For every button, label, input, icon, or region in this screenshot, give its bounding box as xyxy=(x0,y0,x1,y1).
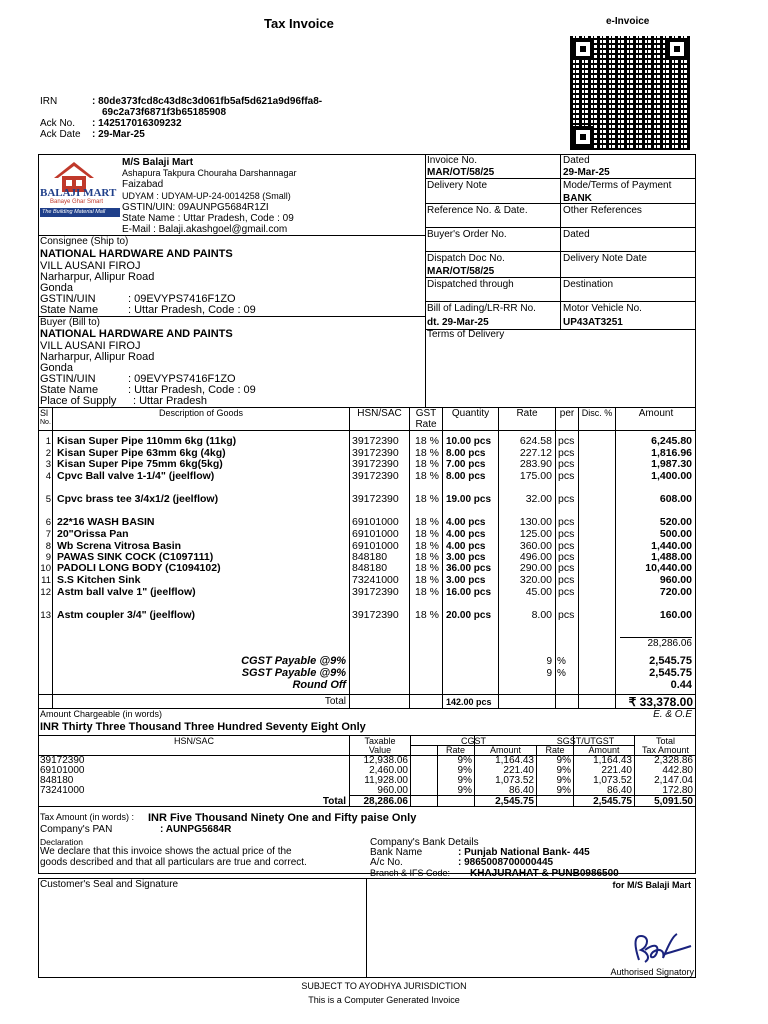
invoice-title: Tax Invoice xyxy=(264,16,334,31)
item-row xyxy=(40,587,695,598)
dated2-label: Dated xyxy=(563,229,590,240)
item-per: pcs xyxy=(558,516,575,528)
item-quantity: 4.00 pcs xyxy=(446,541,486,552)
item-amount: 960.00 xyxy=(659,574,692,586)
item-per: pcs xyxy=(558,562,575,574)
irn-value-2: 69c2a73f6871f3b65185908 xyxy=(102,107,226,118)
sgst-pct: % xyxy=(557,668,566,679)
eoe-label: E. & O.E xyxy=(653,709,692,720)
sgst-label: SGST Payable @9% xyxy=(241,667,346,679)
motor-vehicle-label: Motor Vehicle No. xyxy=(563,303,642,314)
buyer-gstin-label: GSTIN/UIN xyxy=(40,373,96,385)
tax-row-hsn: 69101000 xyxy=(40,765,85,776)
item-amount: 1,400.00 xyxy=(651,470,692,482)
pan-value: : AUNPG5684R xyxy=(160,824,232,835)
tax-row-cgst-amount: 86.40 xyxy=(508,785,534,796)
irn-value-1: : 80de373fcd8c43d8c3d061fb5af5d621a9d96ffa8- xyxy=(92,96,323,107)
item-rate: 32.00 xyxy=(525,493,552,505)
col-hsn: HSN/SAC xyxy=(357,408,402,419)
item-rate: 45.00 xyxy=(525,586,552,598)
tax-row-total: 2,328.86 xyxy=(654,755,693,766)
item-row xyxy=(40,563,695,574)
item-rate: 290.00 xyxy=(519,562,552,574)
ifs-value: KHAJURAHAT & PUNB0986500 xyxy=(470,868,619,879)
col-rate: Rate xyxy=(516,408,538,419)
tax-row-taxable: 2,460.00 xyxy=(369,765,408,776)
tax-row-total: 442.80 xyxy=(662,765,693,776)
tax-row-total: 2,147.04 xyxy=(654,775,693,786)
dated-value: 29-Mar-25 xyxy=(563,167,610,178)
item-quantity: 19.00 pcs xyxy=(446,494,492,505)
seller-email: E-Mail : Balaji.akashgoel@gmail.com xyxy=(122,224,288,235)
item-per: pcs xyxy=(558,435,575,447)
item-amount: 500.00 xyxy=(659,528,692,540)
item-rate: 360.00 xyxy=(519,540,552,552)
item-description: 22*16 WASH BASIN xyxy=(57,516,155,528)
total-qty: 142.00 pcs xyxy=(446,697,492,707)
logo-strip: The Building Material Mall xyxy=(42,209,106,215)
ac-label: A/c No. xyxy=(370,857,403,868)
item-row xyxy=(40,610,695,621)
item-sl: 1 xyxy=(45,436,51,447)
item-rate: 227.12 xyxy=(519,447,552,459)
delivery-note-date-label: Delivery Note Date xyxy=(563,253,647,264)
invoice-no-value: MAR/OT/58/25 xyxy=(427,167,495,178)
item-amount: 160.00 xyxy=(659,609,692,621)
tax-row-sgst-rate: 9% xyxy=(556,775,571,786)
tax-sgst-rate-header: Rate xyxy=(545,745,565,755)
item-amount: 1,488.00 xyxy=(651,551,692,563)
dated-label: Dated xyxy=(563,155,590,166)
buyer-order-label: Buyer's Order No. xyxy=(427,229,507,240)
item-description: Astm coupler 3/4" (jeelflow) xyxy=(57,609,196,621)
item-gst: 18 % xyxy=(415,562,439,574)
col-description: Description of Goods xyxy=(158,408,244,418)
item-per: pcs xyxy=(558,470,575,482)
sgst-rate: 9 xyxy=(546,668,552,679)
item-description: PAWAS SINK COCK (C1097111) xyxy=(57,551,214,563)
signature-frame xyxy=(38,878,696,978)
seller-name: M/S Balaji Mart xyxy=(122,157,194,168)
item-quantity: 10.00 pcs xyxy=(446,436,492,447)
tax-total-cgst: 2,545.75 xyxy=(495,796,534,807)
item-amount: 720.00 xyxy=(659,586,692,598)
item-rate: 130.00 xyxy=(519,516,552,528)
item-sl: 3 xyxy=(45,459,51,470)
item-per: pcs xyxy=(558,447,575,459)
terms-delivery-label: Terms of Delivery xyxy=(427,329,505,340)
item-hsn: 39172390 xyxy=(352,493,399,505)
tax-hsn-header: HSN/SAC xyxy=(173,736,214,746)
amount-words-label: Amount Chargeable (in words) xyxy=(40,709,163,719)
tax-total-header-2: Tax Amount xyxy=(641,745,690,755)
tax-words: INR Five Thousand Ninety One and Fifty paise Only xyxy=(148,812,417,824)
cgst-pct: % xyxy=(557,656,566,667)
ack-no-label: Ack No. xyxy=(40,118,76,129)
item-row xyxy=(40,494,695,505)
item-gst: 18 % xyxy=(415,470,439,482)
destination-label: Destination xyxy=(563,279,614,290)
jurisdiction: SUBJECT TO AYODHYA JURISDICTION xyxy=(301,981,467,991)
authorised-signatory: Authorised Signatory xyxy=(610,967,694,977)
col-sl: Sl xyxy=(40,408,49,418)
item-sl: 5 xyxy=(45,494,51,505)
item-sl: 9 xyxy=(45,552,51,563)
item-hsn: 69101000 xyxy=(352,528,399,540)
col-disc: Disc. % xyxy=(581,408,613,418)
col-gst-rate: Rate xyxy=(415,419,437,430)
item-quantity: 20.00 pcs xyxy=(446,610,492,621)
tax-row-cgst-amount: 1,073.52 xyxy=(495,775,534,786)
tax-total-label: Total xyxy=(322,796,346,807)
seller-address-2: Faizabad xyxy=(122,179,164,190)
item-amount: 1,440.00 xyxy=(651,540,692,552)
item-amount: 520.00 xyxy=(659,516,692,528)
tax-total-sgst: 2,545.75 xyxy=(593,796,632,807)
consignee-line3: Gonda xyxy=(40,282,74,294)
item-amount: 1,816.96 xyxy=(651,447,692,459)
customer-seal-label: Customer's Seal and Signature xyxy=(40,879,179,890)
item-description: 20"Orissa Pan xyxy=(57,528,129,540)
other-references-label: Other References xyxy=(563,205,642,216)
item-quantity: 8.00 pcs xyxy=(446,448,486,459)
item-hsn: 39172390 xyxy=(352,586,399,598)
item-quantity: 7.00 pcs xyxy=(446,459,486,470)
item-hsn: 73241000 xyxy=(352,574,399,586)
reference-label: Reference No. & Date. xyxy=(427,205,528,216)
dispatch-doc-value: MAR/OT/58/25 xyxy=(427,266,495,277)
seller-state: State Name : Uttar Pradesh, Code : 09 xyxy=(122,213,294,224)
consignee-state-label: State Name xyxy=(40,304,99,316)
mode-terms-value: BANK xyxy=(563,193,592,204)
cgst-rate: 9 xyxy=(546,656,552,667)
item-per: pcs xyxy=(558,540,575,552)
tax-row-hsn: 39172390 xyxy=(40,755,85,766)
ac-value: : 9865008700000445 xyxy=(458,857,554,868)
cgst-label: CGST Payable @9% xyxy=(241,655,346,667)
tax-total-header-1: Total xyxy=(655,736,675,746)
item-description: S.S Kitchen Sink xyxy=(57,574,141,586)
tax-row-sgst-amount: 1,073.52 xyxy=(593,775,632,786)
bank-name-label: Bank Name xyxy=(370,847,423,858)
item-row xyxy=(40,436,695,447)
item-per: pcs xyxy=(558,551,575,563)
item-quantity: 3.00 pcs xyxy=(446,575,486,586)
balaji-mart-logo xyxy=(40,156,120,218)
bank-title: Company's Bank Details xyxy=(370,837,479,848)
item-rate: 175.00 xyxy=(519,470,552,482)
item-amount: 6,245.80 xyxy=(651,435,692,447)
tax-row-sgst-rate: 9% xyxy=(556,765,571,776)
tax-row-taxable: 11,928.00 xyxy=(364,775,408,786)
tax-row-hsn: 73241000 xyxy=(40,785,85,796)
item-description: Astm ball valve 1" (jeelflow) xyxy=(57,586,196,598)
ack-no-value: : 142517016309232 xyxy=(92,118,182,129)
tax-cgst-header: CGST xyxy=(460,736,486,746)
item-description: Cpvc brass tee 3/4x1/2 (jeelflow) xyxy=(57,493,219,505)
total-label: Total xyxy=(324,696,346,707)
item-gst: 18 % xyxy=(415,586,439,598)
tax-row-taxable: 12,938.06 xyxy=(363,755,408,766)
item-hsn: 69101000 xyxy=(352,540,399,552)
item-description: Kisan Super Pipe 75mm 6kg(5kg) xyxy=(57,458,223,470)
item-description: Wb Screna Vitrosa Basin xyxy=(57,540,182,552)
item-sl: 6 xyxy=(45,517,51,528)
consignee-state-value: : Uttar Pradesh, Code : 09 xyxy=(128,304,256,316)
item-row xyxy=(40,529,695,540)
item-hsn: 39172390 xyxy=(352,458,399,470)
delivery-note-label: Delivery Note xyxy=(427,180,488,191)
buyer-gstin-value: : 09EVYPS7416F1ZO xyxy=(128,373,236,385)
item-gst: 18 % xyxy=(415,528,439,540)
consignee-name: NATIONAL HARDWARE AND PAINTS xyxy=(40,248,233,260)
consignee-gstin-label: GSTIN/UIN xyxy=(40,293,96,305)
item-quantity: 8.00 pcs xyxy=(446,471,486,482)
item-sl: 10 xyxy=(40,563,51,574)
item-hsn: 848180 xyxy=(352,551,388,563)
item-rate: 8.00 xyxy=(531,609,552,621)
dispatch-doc-label: Dispatch Doc No. xyxy=(427,253,505,264)
buyer-label: Buyer (Bill to) xyxy=(40,317,101,328)
invoice-no-label: Invoice No. xyxy=(427,155,478,166)
mode-terms-label: Mode/Terms of Payment xyxy=(563,180,672,191)
tax-row-sgst-rate: 9% xyxy=(556,755,571,766)
item-sl: 7 xyxy=(45,529,51,540)
item-gst: 18 % xyxy=(415,516,439,528)
tax-words-label: Tax Amount (in words) : xyxy=(40,812,135,822)
item-hsn: 848180 xyxy=(352,562,388,574)
item-description: Kisan Super Pipe 63mm 6kg (4kg) xyxy=(57,447,226,459)
tax-summary-row xyxy=(40,776,695,786)
item-rate: 283.90 xyxy=(519,458,552,470)
tax-row-sgst-amount: 1,164.43 xyxy=(593,755,632,766)
item-row xyxy=(40,575,695,586)
item-hsn: 39172390 xyxy=(352,447,399,459)
grand-total: ₹ 33,378.00 xyxy=(628,695,693,709)
item-per: pcs xyxy=(558,574,575,586)
col-quantity: Quantity xyxy=(451,408,490,419)
item-row xyxy=(40,471,695,482)
buyer-name: NATIONAL HARDWARE AND PAINTS xyxy=(40,328,233,340)
buyer-pos-label: Place of Supply xyxy=(40,395,117,407)
tax-cgst-amount-header: Amount xyxy=(489,745,522,755)
item-description: Cpvc Ball valve 1-1/4" (jeelflow) xyxy=(57,470,215,482)
bill-of-lading-label: Bill of Lading/LR-RR No. xyxy=(427,303,536,314)
signature-icon xyxy=(625,930,695,968)
tax-summary-row xyxy=(40,756,695,766)
tax-sgst-amount-header: Amount xyxy=(588,745,620,755)
item-hsn: 39172390 xyxy=(352,470,399,482)
declaration-label: Declaration xyxy=(40,837,83,847)
item-gst: 18 % xyxy=(415,493,439,505)
item-sl: 12 xyxy=(40,587,51,598)
item-per: pcs xyxy=(558,458,575,470)
ack-date-label: Ack Date xyxy=(40,129,81,140)
buyer-line1: VILL AUSANI FIROJ xyxy=(40,340,141,352)
item-gst: 18 % xyxy=(415,609,439,621)
irn-label: IRN xyxy=(40,96,58,107)
item-per: pcs xyxy=(558,586,575,598)
tax-total-taxable: 28,286.06 xyxy=(363,796,408,807)
item-gst: 18 % xyxy=(415,574,439,586)
item-rate: 624.58 xyxy=(519,435,552,447)
item-amount: 608.00 xyxy=(659,493,692,505)
pan-label: Company's PAN xyxy=(40,824,113,835)
buyer-line3: Gonda xyxy=(40,362,74,374)
item-row xyxy=(40,459,695,470)
item-gst: 18 % xyxy=(415,458,439,470)
item-hsn: 69101000 xyxy=(352,516,399,528)
bank-name-value: : Punjab National Bank- 445 xyxy=(458,847,590,858)
tax-taxable-header-2: Value xyxy=(368,745,392,755)
motor-vehicle-value: UP43AT3251 xyxy=(563,317,623,328)
sgst-amount: 2,545.75 xyxy=(649,667,692,679)
tax-row-sgst-amount: 221.40 xyxy=(601,765,632,776)
item-quantity: 4.00 pcs xyxy=(446,529,486,540)
item-row xyxy=(40,517,695,528)
consignee-line2: Narharpur, Allipur Road xyxy=(40,271,155,283)
item-sl: 8 xyxy=(45,541,51,552)
einvoice-label: e-Invoice xyxy=(606,16,650,27)
buyer-state-label: State Name xyxy=(40,384,99,396)
item-quantity: 36.00 pcs xyxy=(446,563,492,574)
item-hsn: 39172390 xyxy=(352,609,399,621)
declaration-line-2: goods described and that all particulars are true and correct. xyxy=(40,857,307,868)
item-sl: 11 xyxy=(41,575,51,586)
item-gst: 18 % xyxy=(415,540,439,552)
tax-row-hsn: 848180 xyxy=(40,775,74,786)
for-company-label: for M/S Balaji Mart xyxy=(612,880,691,890)
roundoff-amount: 0.44 xyxy=(670,679,692,691)
tax-row-cgst-amount: 221.40 xyxy=(503,765,534,776)
item-gst: 18 % xyxy=(415,435,439,447)
consignee-label: Consignee (Ship to) xyxy=(40,236,129,247)
qr-code-icon xyxy=(570,36,690,150)
item-gst: 18 % xyxy=(415,551,439,563)
item-sl: 4 xyxy=(45,471,51,482)
tax-taxable-header-1: Taxable xyxy=(364,736,396,746)
item-per: pcs xyxy=(558,609,575,621)
buyer-line2: Narharpur, Allipur Road xyxy=(40,351,155,363)
tax-cgst-rate-header: Rate xyxy=(445,745,465,755)
item-description: Kisan Super Pipe 110mm 6kg (11kg) xyxy=(57,435,237,447)
declaration-line-1: We declare that this invoice shows the actual price of the xyxy=(40,846,292,857)
item-gst: 18 % xyxy=(415,447,439,459)
tax-row-taxable: 960.00 xyxy=(377,785,408,796)
item-per: pcs xyxy=(558,528,575,540)
roundoff-label: Round Off xyxy=(292,679,346,691)
tax-row-sgst-rate: 9% xyxy=(556,785,571,796)
tax-row-total: 172.80 xyxy=(662,785,693,796)
item-description: PADOLI LONG BODY (C1094102) xyxy=(57,562,221,574)
buyer-pos-value: : Uttar Pradesh xyxy=(133,395,207,407)
tax-sgst-header: SGST/UTGST xyxy=(556,736,615,746)
tax-row-cgst-rate: 9% xyxy=(457,785,472,796)
item-rate: 496.00 xyxy=(519,551,552,563)
item-hsn: 39172390 xyxy=(352,435,399,447)
tax-row-cgst-rate: 9% xyxy=(457,775,472,786)
item-amount: 10,440.00 xyxy=(645,562,692,574)
item-amount: 1,987.30 xyxy=(651,458,692,470)
item-quantity: 3.00 pcs xyxy=(446,552,486,563)
logo-tagline: Banaye Ghar Smart xyxy=(50,199,104,205)
item-quantity: 16.00 pcs xyxy=(446,587,492,598)
logo-text: BALAJI MART xyxy=(40,187,117,199)
item-sl: 2 xyxy=(45,448,51,459)
tax-total-amount: 5,091.50 xyxy=(654,796,693,807)
amount-words: INR Thirty Three Thousand Three Hundred Seventy Eight Only xyxy=(40,721,366,733)
col-no: No. xyxy=(40,419,51,426)
tax-row-sgst-amount: 86.40 xyxy=(606,785,632,796)
tax-row-cgst-amount: 1,164.43 xyxy=(495,755,534,766)
bill-of-lading-value: dt. 29-Mar-25 xyxy=(427,317,489,328)
consignee-line1: VILL AUSANI FIROJ xyxy=(40,260,141,272)
subtotal-amount: 28,286.06 xyxy=(647,638,692,649)
buyer-state-value: : Uttar Pradesh, Code : 09 xyxy=(128,384,256,396)
col-gst: GST xyxy=(415,408,437,419)
seller-udyam: UDYAM : UDYAM-UP-24-0014258 (Small) xyxy=(122,191,291,201)
item-rate: 320.00 xyxy=(519,574,552,586)
seller-address-1: Ashapura Takpura Chouraha Darshannagar xyxy=(122,168,297,178)
tax-row-cgst-rate: 9% xyxy=(457,755,472,766)
ifs-label: Branch & IFS Code: xyxy=(370,868,451,878)
cgst-amount: 2,545.75 xyxy=(649,655,692,667)
ack-date-value: : 29-Mar-25 xyxy=(92,129,145,140)
item-rate: 125.00 xyxy=(519,528,552,540)
tax-row-cgst-rate: 9% xyxy=(457,765,472,776)
computer-generated: This is a Computer Generated Invoice xyxy=(308,995,460,1005)
col-per: per xyxy=(559,408,575,419)
item-quantity: 4.00 pcs xyxy=(446,517,486,528)
dispatched-through-label: Dispatched through xyxy=(427,279,514,290)
item-per: pcs xyxy=(558,493,575,505)
seller-gstin: GSTIN/UIN: 09AUNPG5684R1ZI xyxy=(122,202,269,213)
item-sl: 13 xyxy=(40,610,51,621)
consignee-gstin-value: : 09EVYPS7416F1ZO xyxy=(128,293,236,305)
col-amount: Amount xyxy=(638,408,674,419)
